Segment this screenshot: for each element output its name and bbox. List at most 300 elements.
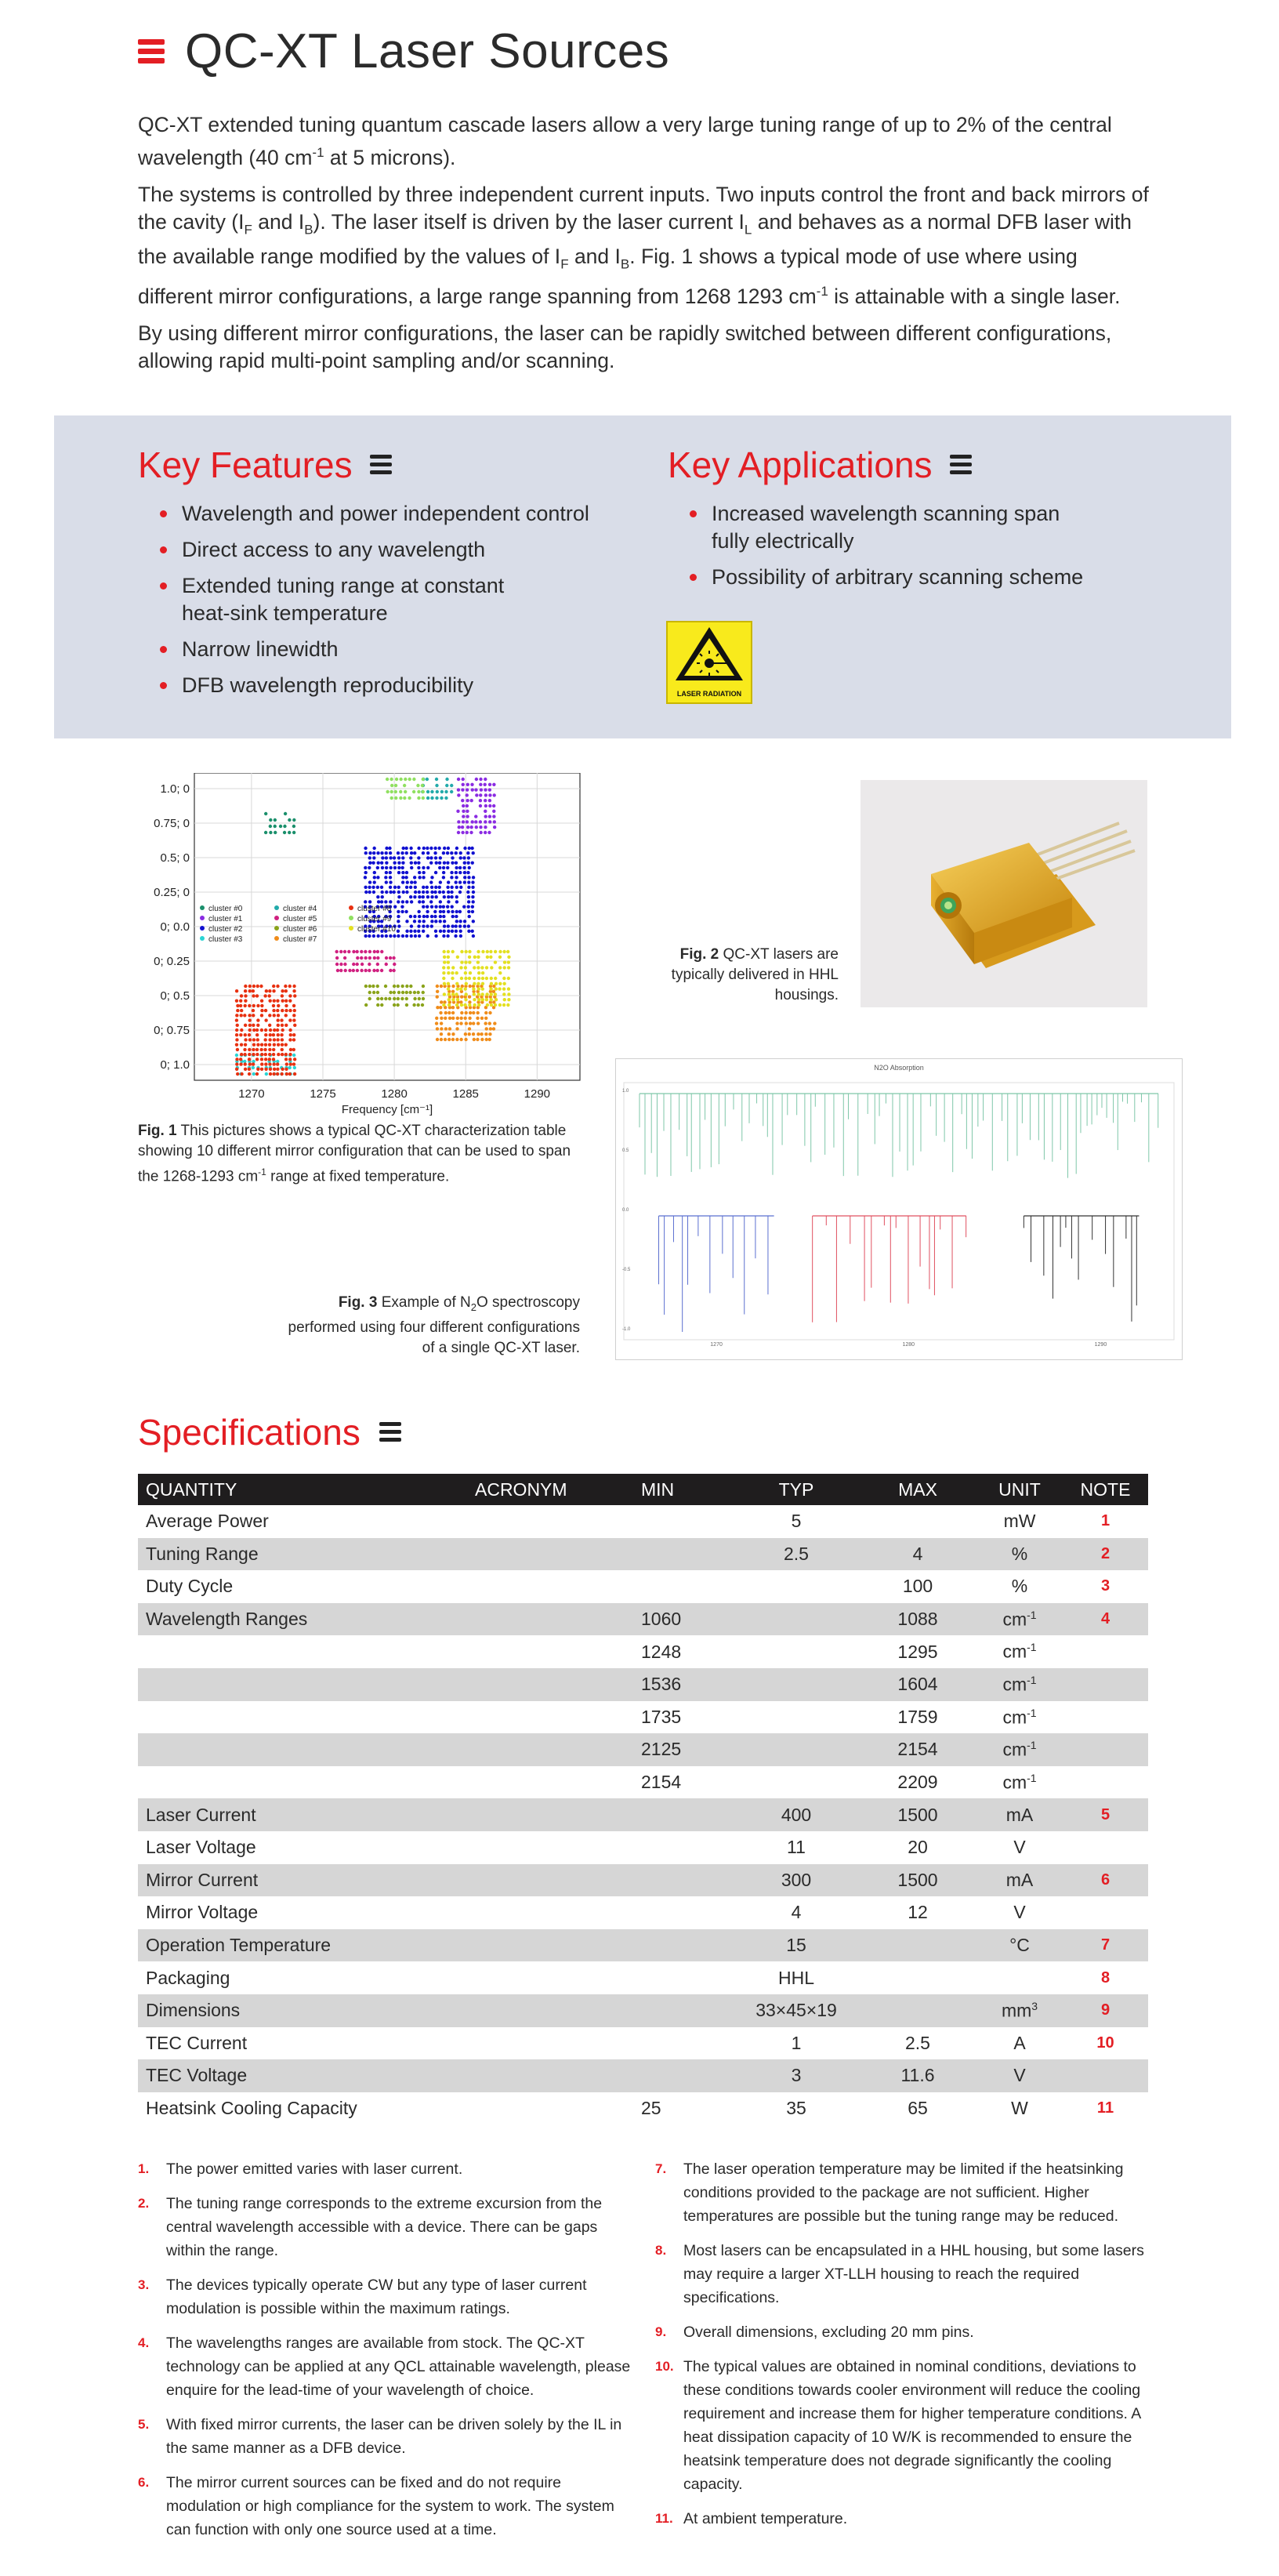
data-point: [467, 895, 470, 898]
data-point: [433, 891, 437, 894]
cell-quantity: Tuning Range: [138, 1538, 459, 1571]
data-point: [466, 851, 469, 854]
cell-quantity: [138, 1766, 459, 1799]
data-point: [455, 1003, 458, 1007]
data-point: [403, 796, 406, 800]
cell-min: [616, 1994, 734, 2027]
notes-right: [655, 2157, 1149, 2542]
data-point: [405, 1003, 408, 1007]
data-point: [476, 956, 480, 959]
data-point: [494, 960, 497, 963]
data-point: [389, 934, 392, 938]
data-point: [492, 793, 495, 796]
data-point: [458, 880, 462, 883]
data-point: [468, 950, 471, 953]
data-point: [289, 1048, 292, 1051]
data-point: [492, 783, 495, 786]
data-point: [293, 1072, 296, 1076]
y-tick-label: 0.25; 0: [154, 886, 190, 899]
data-point: [260, 1009, 263, 1012]
menu-icon[interactable]: [370, 455, 392, 475]
data-point: [462, 866, 466, 869]
cell-min: [616, 1570, 734, 1603]
data-point: [393, 997, 396, 1000]
data-point: [410, 924, 413, 927]
data-point: [477, 998, 480, 1001]
cell-acronym: [459, 1896, 616, 1929]
data-point: [277, 1014, 280, 1017]
data-point: [488, 793, 491, 796]
data-point: [476, 950, 480, 953]
data-point: [480, 1032, 483, 1036]
data-point: [447, 880, 450, 883]
cell-min: [616, 1505, 734, 1538]
data-point: [404, 910, 408, 913]
data-point: [397, 934, 400, 938]
data-point: [448, 1027, 451, 1030]
footnote-item: [138, 2273, 632, 2320]
data-point: [451, 1006, 455, 1009]
data-point: [335, 956, 339, 960]
data-point: [472, 934, 475, 938]
data-point: [436, 1027, 439, 1030]
data-point: [422, 991, 425, 994]
data-point: [476, 982, 480, 985]
data-point: [479, 804, 482, 807]
data-point: [461, 788, 464, 791]
data-point: [443, 960, 446, 963]
data-point: [464, 960, 467, 963]
cell-note: 10: [1096, 2034, 1114, 2052]
data-point: [429, 856, 433, 859]
cell-note: [1063, 1896, 1148, 1929]
data-point: [489, 950, 492, 953]
data-point: [373, 956, 376, 960]
data-point: [439, 905, 442, 908]
data-point: [292, 1014, 295, 1017]
cell-max: 1759: [897, 1706, 938, 1727]
data-point: [466, 820, 469, 823]
data-point: [256, 985, 259, 988]
cell-note: [1063, 1668, 1148, 1701]
data-point: [447, 924, 450, 927]
data-point: [442, 971, 445, 974]
data-point: [394, 796, 397, 800]
data-point: [466, 871, 469, 874]
cell-note: [1063, 1635, 1148, 1668]
data-point: [248, 985, 252, 988]
table-row: [138, 1635, 1148, 1668]
data-point: [487, 831, 491, 834]
data-point: [276, 1062, 279, 1065]
data-point: [467, 880, 470, 883]
data-point: [417, 790, 420, 793]
data-point: [459, 1017, 462, 1020]
data-point: [360, 950, 363, 953]
footnote-text: The wavelengths ranges are available from stock. The QC-XT technology can be applied at any QCL attainable wavelength, please enquire for the lead-time of your wavelength of choice.: [166, 2335, 631, 2399]
legend-marker: [200, 926, 205, 931]
data-point: [466, 905, 469, 908]
data-point: [502, 982, 505, 985]
data-point: [456, 810, 459, 813]
data-point: [430, 891, 433, 894]
data-point: [389, 891, 392, 894]
data-point: [284, 812, 287, 815]
y-tick-label: 0; 0.25: [154, 955, 190, 968]
cell-quantity: Dimensions: [138, 1994, 459, 2027]
data-point: [393, 866, 397, 869]
data-point: [480, 1038, 484, 1041]
data-point: [429, 880, 433, 883]
data-point: [468, 1027, 471, 1030]
data-point: [364, 900, 367, 903]
footnote-number: 1.: [138, 2161, 150, 2176]
cell-min: [616, 1798, 734, 1831]
laser-radiation-warning-icon: [666, 621, 752, 704]
data-point: [473, 1003, 476, 1007]
legend-marker: [200, 916, 205, 920]
data-point: [397, 866, 400, 869]
data-point: [479, 825, 482, 829]
data-point: [446, 851, 449, 854]
data-point: [457, 778, 460, 781]
data-point: [284, 1068, 288, 1071]
data-point: [372, 847, 375, 850]
data-point: [364, 891, 368, 894]
data-point: [426, 866, 429, 869]
data-point: [404, 778, 407, 781]
data-point: [402, 891, 405, 894]
data-point: [492, 815, 495, 818]
data-point: [489, 1027, 492, 1030]
data-point: [281, 994, 284, 997]
data-point: [468, 915, 471, 918]
data-point: [435, 796, 438, 800]
data-point: [269, 825, 272, 828]
data-point: [498, 1003, 502, 1007]
data-point: [405, 886, 408, 889]
data-point: [477, 987, 480, 990]
data-point: [400, 905, 404, 908]
data-point: [485, 1027, 488, 1030]
data-point: [397, 920, 400, 923]
data-point: [466, 799, 469, 802]
menu-icon[interactable]: [138, 39, 165, 64]
data-point: [426, 924, 429, 927]
data-point: [484, 793, 487, 796]
data-point: [400, 910, 404, 913]
data-point: [481, 987, 484, 990]
data-point: [451, 930, 454, 933]
data-point: [284, 1004, 288, 1007]
col-unit: UNIT: [976, 1474, 1063, 1505]
key-features-title: Key Features: [138, 444, 353, 485]
data-point: [455, 992, 458, 996]
data-point: [418, 915, 421, 918]
y-tick-label: 0.0: [622, 1208, 629, 1213]
legend-label: cluster #3: [208, 935, 243, 944]
data-point: [235, 1068, 238, 1071]
data-point: [495, 982, 498, 985]
data-point: [455, 971, 458, 974]
data-point: [273, 1038, 276, 1041]
data-point: [447, 847, 450, 850]
data-point: [409, 915, 412, 918]
data-point: [464, 971, 467, 974]
data-point: [293, 1009, 296, 1012]
data-point: [464, 966, 467, 969]
data-point: [281, 1038, 284, 1041]
data-point: [417, 930, 420, 933]
cell-unit: A: [1013, 2032, 1026, 2053]
footnote-number: 5.: [138, 2417, 150, 2432]
data-point: [408, 778, 411, 781]
col-typ: TYP: [734, 1474, 859, 1505]
data-point: [368, 891, 371, 894]
data-point: [451, 861, 454, 864]
data-point: [389, 880, 392, 883]
data-point: [368, 856, 371, 859]
data-point: [405, 930, 408, 933]
legend-label: cluster #5: [283, 915, 317, 923]
data-point: [436, 990, 439, 993]
data-point: [489, 987, 492, 990]
data-point: [395, 778, 398, 781]
data-point: [477, 992, 480, 996]
data-point: [451, 924, 454, 927]
data-point: [440, 1021, 443, 1025]
data-point: [376, 1003, 379, 1007]
data-point: [436, 985, 439, 988]
data-point: [455, 900, 458, 903]
data-point: [462, 783, 465, 786]
data-point: [466, 783, 469, 786]
intro-paragraph-3: By using different mirror configurations, the laser can be rapidly switched between different configurations, allowing rapid multi-point sampling and/or scanning.: [138, 321, 1112, 373]
data-point: [376, 985, 379, 988]
data-point: [422, 920, 426, 923]
data-point: [281, 1024, 284, 1027]
data-point: [490, 992, 493, 996]
cell-quantity: TEC Voltage: [138, 2059, 459, 2092]
data-point: [426, 910, 429, 913]
data-point: [476, 966, 480, 969]
footnote-item: [655, 2355, 1149, 2496]
data-point: [259, 1048, 263, 1051]
data-point: [492, 804, 495, 807]
menu-icon[interactable]: [950, 455, 972, 475]
data-point: [484, 804, 487, 807]
data-point: [376, 886, 379, 889]
data-point: [388, 847, 391, 850]
data-point: [475, 778, 478, 781]
data-point: [471, 851, 474, 854]
cell-typ: [734, 1603, 859, 1636]
data-point: [422, 778, 425, 781]
data-point: [368, 997, 371, 1000]
cell-quantity: Duty Cycle: [146, 1576, 234, 1597]
data-point: [400, 851, 404, 854]
data-point: [455, 880, 458, 883]
data-point: [460, 1011, 463, 1014]
data-point: [364, 950, 367, 953]
data-point: [347, 950, 350, 953]
cell-unit: mW: [1003, 1511, 1036, 1532]
cell-min: [616, 1864, 734, 1897]
data-point: [396, 1003, 399, 1007]
data-point: [244, 1062, 247, 1065]
data-point: [269, 1029, 272, 1032]
data-point: [397, 991, 400, 994]
col-min: MIN: [616, 1474, 734, 1505]
cell-typ: HHL: [777, 1967, 814, 1988]
menu-icon[interactable]: [379, 1422, 401, 1442]
data-point: [434, 905, 437, 908]
data-point: [252, 1062, 255, 1065]
data-point: [260, 1058, 263, 1061]
cell-max: 1295: [897, 1641, 938, 1662]
table-row: [138, 2059, 1148, 2092]
data-point: [410, 866, 413, 869]
cell-quantity: Mirror Current: [138, 1864, 459, 1897]
data-point: [248, 1033, 251, 1036]
footnote-text: Most lasers can be encapsulated in a HHL housing, but some lasers may require a larger XT-LLH housing to reach the required specifications.: [683, 2242, 1144, 2306]
data-point: [469, 831, 473, 834]
data-point: [429, 861, 433, 864]
data-point: [252, 1066, 255, 1069]
data-point: [389, 886, 392, 889]
data-point: [493, 1021, 496, 1025]
data-point: [476, 1032, 480, 1036]
legend-marker: [349, 926, 353, 931]
data-point: [389, 991, 392, 994]
data-point: [389, 851, 392, 854]
data-point: [372, 851, 375, 854]
data-point: [435, 1017, 438, 1020]
data-point: [373, 876, 376, 879]
cell-acronym: [459, 1635, 616, 1668]
data-point: [376, 991, 379, 994]
data-point: [260, 999, 263, 1002]
data-point: [426, 847, 429, 850]
cell-min: 1060: [616, 1603, 734, 1636]
table-row: [138, 1538, 1148, 1571]
data-point: [455, 930, 458, 933]
data-point: [389, 900, 392, 903]
data-point: [364, 985, 368, 988]
data-point: [466, 831, 469, 834]
data-point: [418, 900, 421, 903]
data-point: [393, 985, 396, 988]
table-row: [138, 1798, 1148, 1831]
data-point: [385, 856, 388, 859]
data-point: [335, 950, 338, 953]
cell-typ: [734, 1668, 859, 1701]
data-point: [273, 1014, 276, 1017]
data-point: [426, 891, 429, 894]
data-point: [467, 930, 470, 933]
data-point: [272, 1072, 275, 1076]
data-point: [434, 895, 437, 898]
data-point: [380, 969, 383, 972]
data-point: [244, 999, 247, 1002]
data-point: [385, 934, 388, 938]
data-point: [255, 1033, 259, 1036]
data-point: [477, 971, 480, 974]
cell-min: [616, 1961, 734, 1994]
data-point: [252, 1048, 255, 1051]
footnote-text: At ambient temperature.: [683, 2510, 848, 2527]
data-point: [272, 1053, 275, 1056]
table-row: [138, 1831, 1148, 1864]
data-point: [486, 956, 489, 959]
data-point: [426, 895, 429, 898]
data-point: [458, 920, 462, 923]
data-point: [376, 876, 379, 879]
cell-quantity: Packaging: [146, 1967, 230, 1988]
data-point: [471, 910, 474, 913]
data-point: [352, 969, 355, 972]
data-point: [476, 1011, 480, 1014]
data-point: [442, 915, 445, 918]
data-point: [429, 847, 433, 850]
data-point: [451, 950, 455, 953]
data-point: [458, 825, 461, 829]
data-point: [473, 956, 476, 959]
data-point: [252, 1053, 255, 1056]
data-point: [394, 784, 397, 787]
data-point: [236, 1048, 239, 1051]
data-point: [442, 950, 445, 953]
data-point: [273, 1029, 276, 1032]
fig3-chart-svg: [616, 1059, 1182, 1359]
feature-item: Wavelength and power independent control: [138, 500, 624, 528]
data-point: [473, 977, 476, 980]
data-point: [400, 997, 404, 1000]
cell-unit: $cm^{-1}$: [1002, 1706, 1037, 1728]
data-point: [507, 977, 510, 980]
data-point: [380, 1003, 383, 1007]
legend-label: cluster #4: [283, 905, 317, 913]
cell-note: 3: [1100, 1577, 1111, 1595]
data-point: [472, 891, 475, 894]
data-point: [469, 971, 472, 974]
data-point: [439, 1011, 442, 1014]
data-point: [380, 861, 383, 864]
data-point: [389, 856, 392, 859]
data-point: [440, 1000, 443, 1003]
data-point: [376, 997, 379, 1000]
data-point: [466, 788, 469, 791]
data-point: [486, 950, 489, 953]
data-point: [443, 847, 446, 850]
data-point: [439, 1006, 442, 1009]
data-point: [434, 871, 437, 874]
data-point: [292, 1048, 295, 1051]
data-point: [438, 886, 441, 889]
data-point: [485, 998, 488, 1001]
table-row: [138, 1733, 1148, 1766]
data-point: [440, 1032, 443, 1036]
data-point: [455, 1021, 458, 1025]
data-point: [405, 991, 408, 994]
data-point: [389, 778, 393, 781]
data-point: [439, 880, 442, 883]
data-point: [375, 969, 379, 972]
table-header-row: [138, 1474, 1148, 1505]
data-point: [451, 905, 454, 908]
data-point: [450, 784, 453, 787]
data-point: [422, 924, 425, 927]
